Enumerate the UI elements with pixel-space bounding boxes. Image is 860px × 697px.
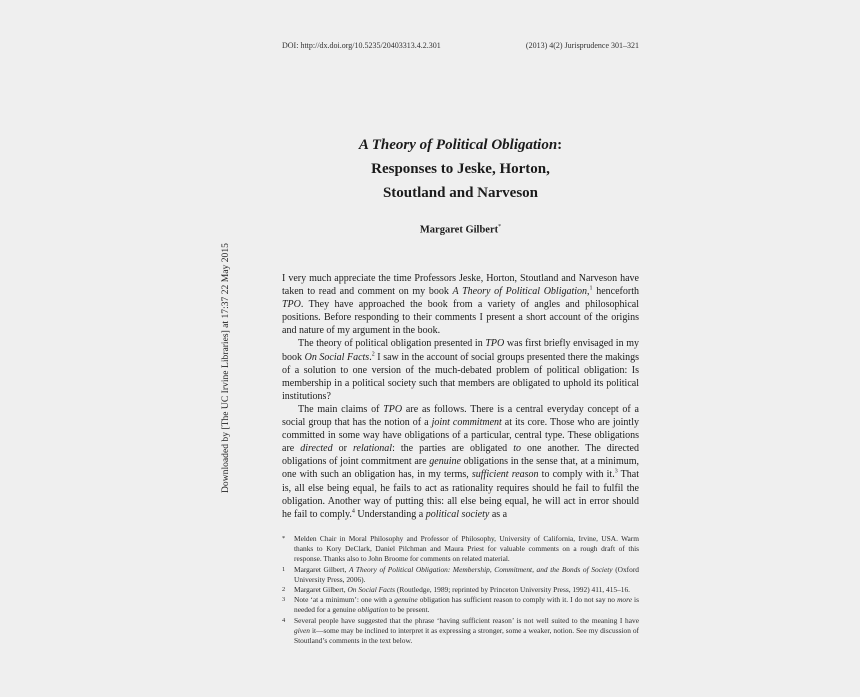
footnote-ref[interactable]: 1 [589, 285, 593, 292]
footnote-star: * Melden Chair in Moral Philosophy and Professor of Philosophy, University of California, Irvine, USA. Warm thanks to Kory DeClark, Daniel Pilchman and Maura Priest for valuable comments on a rough draft of this response. Thanks also to John Broome for comments on related material. [282, 534, 639, 564]
footnote-3: 3 Note ‘at a minimum’: one with a genuine obligation has sufficient reason to comply with it. I do not say no more is needed for a genuine obligation to be present. [282, 595, 639, 615]
paragraph-2: The theory of political obligation presented in TPO was first briefly envisaged in my book On Social Facts.$^2$ I saw in the account of social groups presented there the makings of a solution to one version of the much-debated problem of political obligation: Is membership in a political society such that members are obligated to uphold its political institutions? [282, 338, 639, 402]
journal-citation: (2013) 4(2) Jurisprudence 301–321 [525, 41, 639, 50]
download-watermark: Downloaded by [The UC Irvine Libraries] at 17:37 22 May 2015 [220, 243, 231, 493]
title-line-1: A Theory of Political Obligation [358, 137, 558, 153]
paragraph-3: The main claims of TPO are as follows. There is a central everyday concept of a social group that has the notion of a joint commitment at its core. Those who are jointly committed in some way have obligations of a particular, central type. These obligations are directed or relational: the parties are obligated to one another. The directed obligations of joint commitment are genuine obligations in the sense that, at a minimum, one with such an obligation has, in my terms, sufficient reason to comply with it.$^3$ That is, all else being equal, he fails to act as rationality requires should he fail to fulfil the obligation. Another way of putting this: all else being equal, he will act in error should he fail to comply.$^4$ Understanding a political society as a [282, 403, 640, 520]
footnote-1: 1 Margaret Gilbert, A Theory of Political Obligation: Membership, Commitment, and the Bonds of Society (Oxford University Press, 2006). [282, 564, 639, 584]
footnotes [282, 534, 639, 646]
footnote-ref[interactable]: 3 [614, 469, 618, 476]
article-title: A Theory of Political Obligation: Responses to Jeske, Horton, Stoutland and Narveson [282, 133, 639, 205]
paragraph-1: I very much appreciate the time Professors Jeske, Horton, Stoutland and Narveson have taken to read and comment on my book A Theory of Political Obligation,$^1$ henceforth TPO. They have approached the book from a variety of angles and philosophical positions. Before responding to their comments I present a short account of the origins and nature of my argument in the book. [282, 273, 639, 337]
author-footnote-mark[interactable]: * [498, 224, 502, 230]
article-body [282, 272, 639, 521]
doi-link[interactable]: DOI: http://dx.doi.org/10.5235/20403313.4.2.301 [282, 41, 441, 50]
footnote-2: 2 Margaret Gilbert, On Social Facts (Routledge, 1989; reprinted by Princeton University Press, 1992) 411, 415–16. [282, 585, 631, 595]
author-name: Margaret Gilbert* [419, 224, 502, 236]
footnote-4: 4 Several people have suggested that the phrase ‘having sufficient reason’ is not well suited to the meaning I have given it—some may be inclined to interpret it as expressing a stronger, some a weaker, notion. See my discussion of Stoutland’s comments in the text below. [282, 615, 639, 646]
footnote-ref[interactable]: 2 [371, 351, 375, 358]
title-line-2: Responses to Jeske, Horton, [371, 161, 550, 177]
title-line-3: Stoutland and Narveson [382, 185, 539, 201]
footnote-ref[interactable]: 4 [351, 508, 355, 515]
